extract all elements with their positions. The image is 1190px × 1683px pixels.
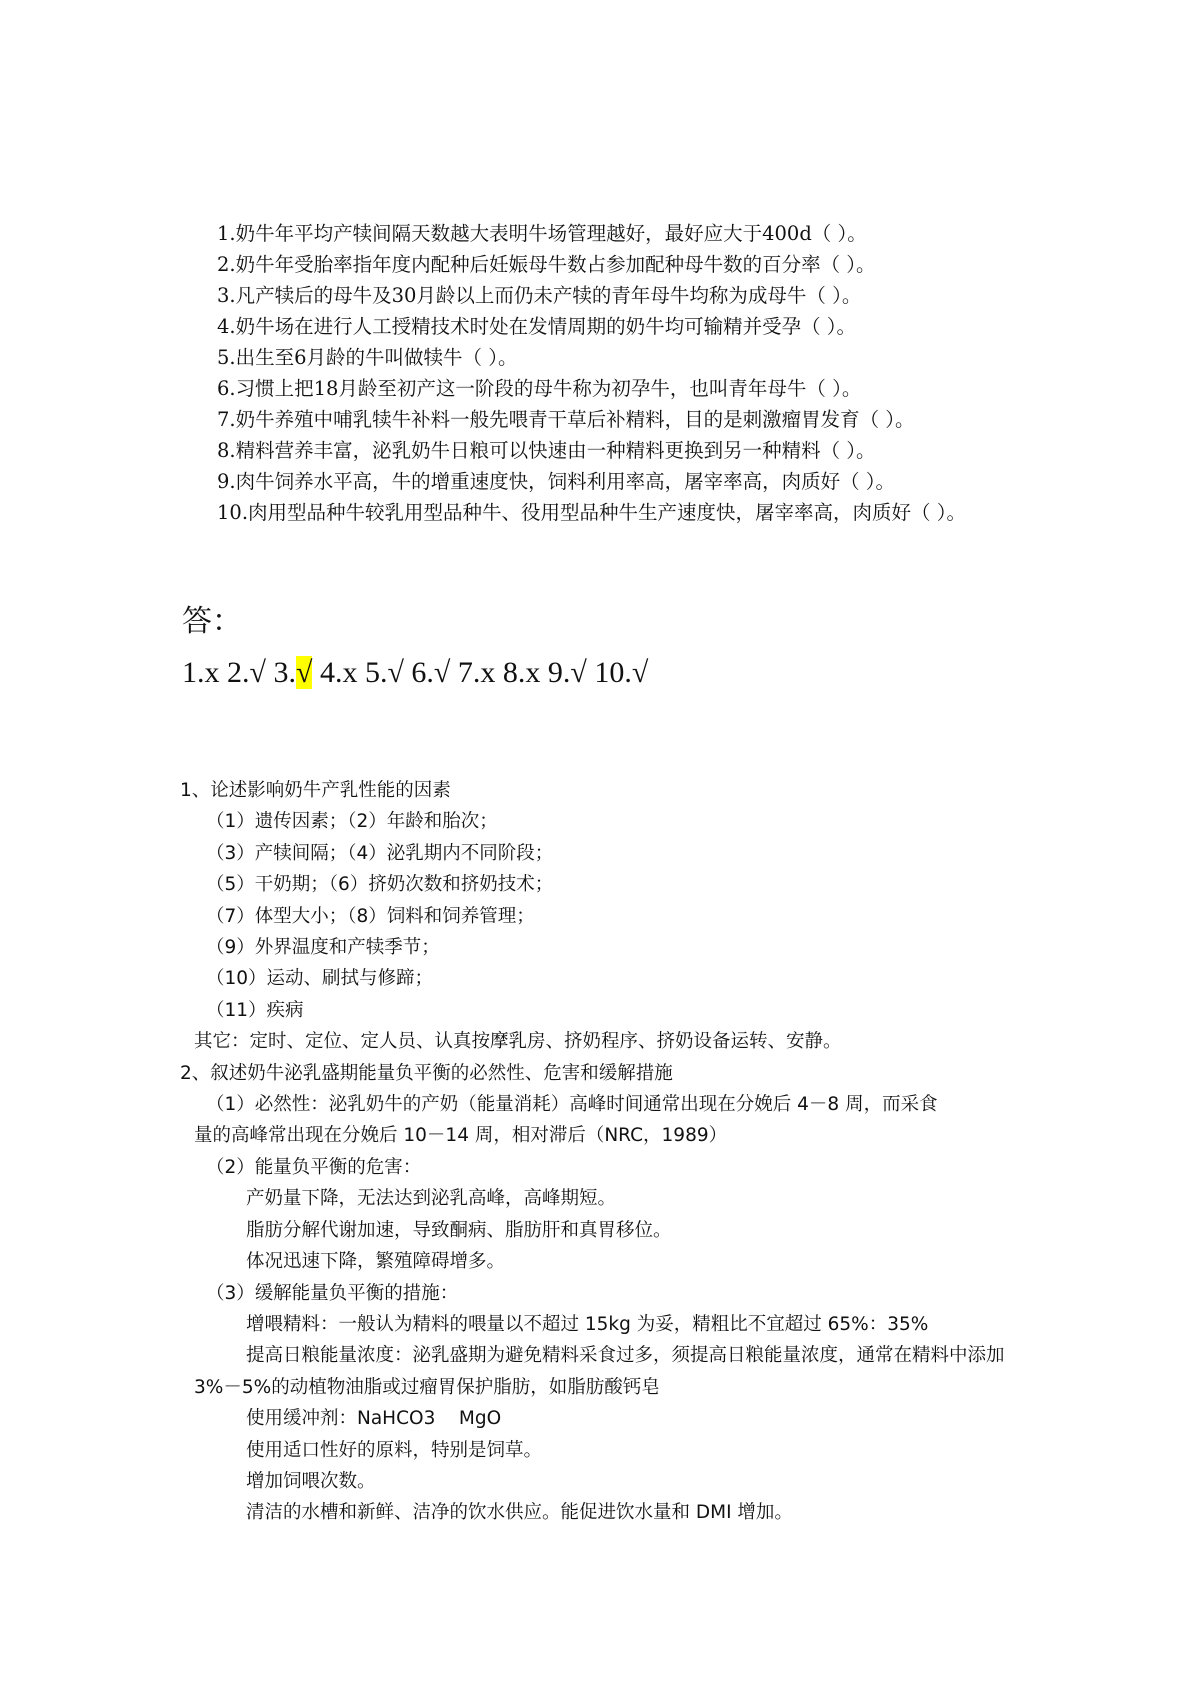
essay-2-harm: 产奶量下降，无法达到泌乳高峰，高峰期短。 [246, 1188, 617, 1210]
true-false-questions [180, 218, 1020, 528]
essay-2-harm-title: （2）能量负平衡的危害： [206, 1156, 422, 1178]
essay-1-point: （7）体型大小；（8）饲料和饲养管理； [206, 905, 535, 927]
essay-2-measure: 增加饲喂次数。 [246, 1470, 376, 1492]
essay-2-measure: 使用缓冲剂：NaHCO3 MgO [246, 1408, 502, 1430]
question-7: 7.奶牛养殖中哺乳犊牛补料一般先喂青干草后补精料，目的是刺激瘤胃发育（ ）。 [217, 408, 915, 431]
essay-1-point: （10）运动、刷拭与修蹄； [206, 968, 434, 990]
essay-1-point: （9）外界温度和产犊季节； [206, 937, 440, 959]
question-4: 4.奶牛场在进行人工授精技术时处在发情周期的奶牛均可输精并受孕（ ）。 [217, 315, 857, 338]
essay-2-measures-title: （3）缓解能量负平衡的措施： [206, 1282, 459, 1304]
question-10: 10.肉用型品种牛较乳用型品种牛、役用型品种牛生产速度快，屠宰率高，肉质好（ ）。 [217, 501, 966, 524]
essay-1-point: （5）干奶期；（6）挤奶次数和挤奶技术； [206, 874, 554, 896]
essay-questions [180, 775, 1030, 1529]
essay-2-harm: 体况迅速下降，繁殖障碍增多。 [246, 1251, 506, 1273]
essay-2-necessity: （1）必然性：泌乳奶牛的产奶（能量消耗）高峰时间通常出现在分娩后 4－8 周，而采食 [206, 1094, 938, 1116]
answer-label: 答： [182, 604, 242, 639]
question-6: 6.习惯上把18月龄至初产这一阶段的母牛称为初孕牛，也叫青年母牛（ ）。 [217, 377, 862, 400]
answer-key-start: 1.x 2.√ 3. [182, 656, 296, 689]
essay-1-title: 1、论述影响奶牛产乳性能的因素 [180, 780, 451, 801]
essay-2-measure: 使用适口性好的原料，特别是饲草。 [246, 1439, 543, 1461]
question-5: 5.出生至6月龄的牛叫做犊牛（ ）。 [217, 346, 518, 369]
answer-key-end: 4.x 5.√ 6.√ 7.x 8.x 9.√ 10.√ [312, 656, 649, 689]
essay-1-point: （11）疾病 [206, 999, 304, 1021]
essay-2-harm: 脂肪分解代谢加速，导致酮病、脂肪肝和真胃移位。 [246, 1219, 672, 1241]
highlighted-answer: √ [295, 656, 313, 689]
essay-1-point: （3）产犊间隔；（4）泌乳期内不同阶段； [206, 842, 554, 864]
essay-2-measure: 增喂精料：一般认为精料的喂量以不超过 15kg 为妥，精粗比不宜超过 65%：35% [246, 1313, 929, 1335]
essay-2-necessity-cont: 量的高峰常出现在分娩后 10－14 周，相对滞后（NRC，1989） [194, 1125, 728, 1147]
answer-key [182, 656, 648, 690]
essay-2-measure: 清洁的水槽和新鲜、洁净的饮水供应。能促进饮水量和 DMI 增加。 [246, 1502, 793, 1524]
essay-2-measure: 提高日粮能量浓度：泌乳盛期为避免精料采食过多，须提高日粮能量浓度，通常在精料中添加 3%－5%的动植物油脂或过瘤胃保护脂肪，如脂肪酸钙皂 [194, 1345, 1005, 1398]
question-1: 1.奶牛年平均产犊间隔天数越大表明牛场管理越好，最好应大于400d（ ）。 [217, 222, 867, 245]
question-3: 3.凡产犊后的母牛及30月龄以上而仍未产犊的青年母牛均称为成母牛（ ）。 [217, 284, 862, 307]
essay-1-point: （1）遗传因素；（2）年龄和胎次； [206, 811, 498, 833]
essay-1-other: 其它：定时、定位、定人员、认真按摩乳房、挤奶程序、挤奶设备运转、安静。 [194, 1031, 842, 1053]
question-2: 2.奶牛年受胎率指年度内配种后妊娠母牛数占参加配种母牛数的百分率（ ）。 [217, 253, 876, 276]
question-9: 9.肉牛饲养水平高，牛的增重速度快，饲料利用率高，屠宰率高，肉质好（ ）。 [217, 470, 896, 493]
essay-2-title: 2、叙述奶牛泌乳盛期能量负平衡的必然性、危害和缓解措施 [180, 1062, 673, 1084]
question-8: 8.精料营养丰富，泌乳奶牛日粮可以快速由一种精料更换到另一种精料（ ）。 [217, 439, 876, 462]
